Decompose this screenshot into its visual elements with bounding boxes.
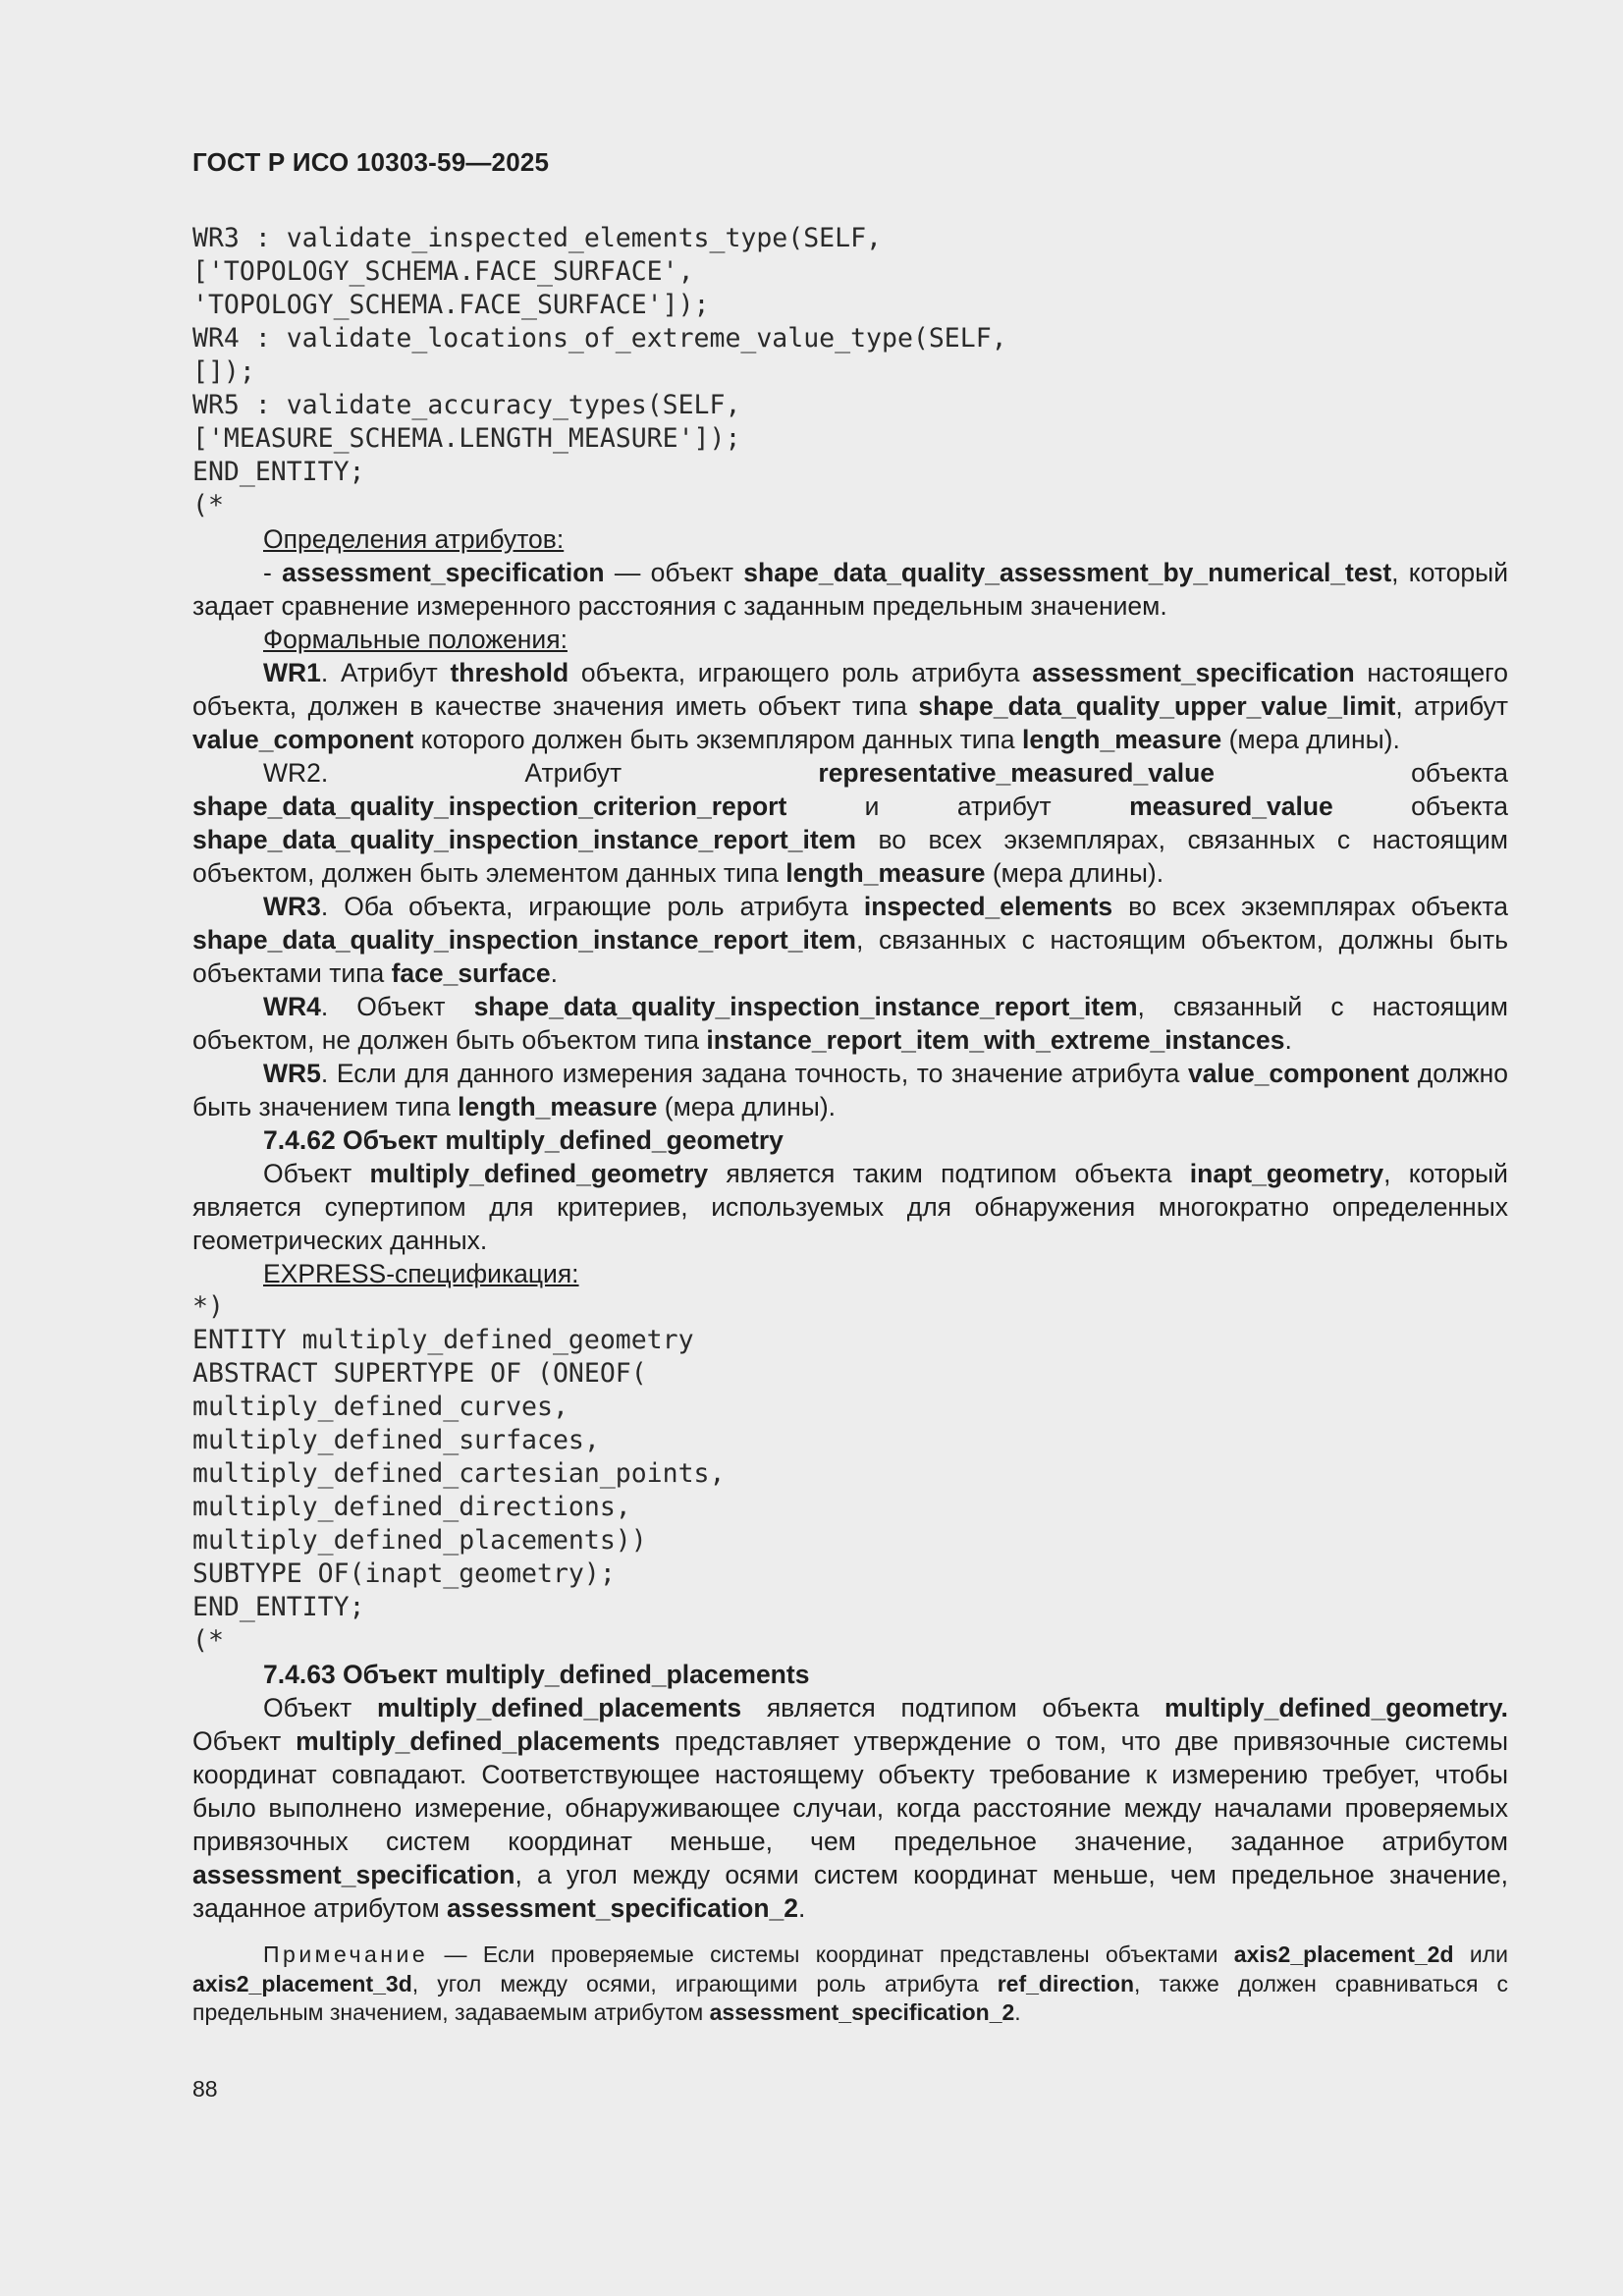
wr4-paragraph: WR4. Объект shape_data_quality_inspection_instance_report_item, связанный с настоящим объектом, не должен быть объектом типа instance_report_item_with_extreme_instances. bbox=[192, 992, 1509, 1055]
code-line: multiply_defined_directions, bbox=[192, 1492, 631, 1522]
attribute-definition: - assessment_specification — объект shape_data_quality_assessment_by_numerical_test, который задает сравнение измеренного расстояния с заданным предельным значением. bbox=[192, 558, 1509, 621]
attributes-heading: Определения атрибутов: bbox=[263, 524, 565, 554]
document-body bbox=[192, 222, 1508, 2028]
wr5-paragraph: WR5. Если для данного измерения задана точность, то значение атрибута value_component должно быть значением типа length_measure (мера длины). bbox=[192, 1059, 1509, 1121]
code-line: END_ENTITY; bbox=[192, 457, 365, 487]
code-line: ENTITY multiply_defined_geometry bbox=[192, 1325, 694, 1355]
express-spec-heading: EXPRESS-спецификация: bbox=[263, 1259, 579, 1288]
code-block-wr bbox=[192, 222, 1508, 522]
code-line: multiply_defined_curves, bbox=[192, 1392, 568, 1422]
code-line: WR5 : validate_accuracy_types(SELF, bbox=[192, 390, 741, 420]
code-line: 'TOPOLOGY_SCHEMA.FACE_SURFACE']); bbox=[192, 290, 710, 320]
note-paragraph: Примечание — Если проверяемые системы координат представлены объектами axis2_placement_2d или axis2_placement_3d, угол между осями, играющими роль атрибута ref_direction, также должен сравниваться с предельным значением, задаваемым атрибутом assessment_specification_2. bbox=[192, 1941, 1508, 2025]
section-heading-7-4-62: 7.4.62 Объект multiply_defined_geometry bbox=[263, 1125, 784, 1155]
wr1-paragraph: WR1. Атрибут threshold объекта, играющего роль атрибута assessment_specification настоящего объекта, должен в качестве значения иметь объект типа shape_data_quality_upper_value_limit, атрибут value_component которого должен быть экземпляром данных типа length_measure (мера длины). bbox=[192, 658, 1508, 754]
section-7-4-62-paragraph: Объект multiply_defined_geometry является таким подтипом объекта inapt_geometry, который является супертипом для критериев, используемых для обнаружения многократно определенных геометрических данных. bbox=[192, 1159, 1508, 1255]
formal-propositions-heading: Формальные положения: bbox=[263, 625, 568, 654]
code-line: []); bbox=[192, 356, 255, 387]
code-line: END_ENTITY; bbox=[192, 1592, 365, 1622]
code-line: *) bbox=[192, 1291, 224, 1322]
wr2-paragraph: WR2. Атрибут representative_measured_value объекта shape_data_quality_inspection_criterion_report и атрибут measured_value объекта shape_data_quality_inspection_instance_report_item во всех экземплярах, связанных с настоящим объектом, должен быть элементом данных типа length_measure (мера длины). bbox=[192, 758, 1508, 888]
section-7-4-63-paragraph: Объект multiply_defined_placements является подтипом объекта multiply_defined_geometry. Объект multiply_defined_placements представляет утверждение о том, что две привязочные системы координат совпадают. Соответствующее настоящему объекту требование к измерению требует, чтобы было выполнено измерение, обнаруживающее случаи, когда расстояние между началами проверяемых привязочных систем координат меньше, чем предельное значение, заданное атрибутом assessment_specification, а угол между осями систем координат меньше, чем предельное значение, заданное атрибутом assessment_specification_2. bbox=[192, 1693, 1509, 1923]
code-line: ['MEASURE_SCHEMA.LENGTH_MEASURE']); bbox=[192, 423, 741, 454]
code-line: ABSTRACT SUPERTYPE OF (ONEOF( bbox=[192, 1358, 647, 1389]
code-line: multiply_defined_surfaces, bbox=[192, 1425, 600, 1455]
code-line: WR4 : validate_locations_of_extreme_value_type(SELF, bbox=[192, 323, 1007, 354]
code-line: multiply_defined_cartesian_points, bbox=[192, 1458, 726, 1489]
code-line: WR3 : validate_inspected_elements_type(SELF, bbox=[192, 223, 882, 253]
code-line: ['TOPOLOGY_SCHEMA.FACE_SURFACE', bbox=[192, 256, 694, 287]
section-heading-7-4-63: 7.4.63 Объект multiply_defined_placements bbox=[263, 1660, 810, 1689]
code-block-entity bbox=[192, 1290, 1508, 1658]
code-line: (* bbox=[192, 490, 224, 520]
wr3-paragraph: WR3. Оба объекта, играющие роль атрибута inspected_elements во всех экземплярах объекта shape_data_quality_inspection_instance_report_item, связанных с настоящим объектом, должны быть объектами типа face_surface. bbox=[192, 892, 1508, 988]
page-number: 88 bbox=[192, 2076, 218, 2102]
note-label: Примечание bbox=[263, 1941, 429, 1967]
code-line: (* bbox=[192, 1625, 224, 1656]
code-line: SUBTYPE OF(inapt_geometry); bbox=[192, 1558, 616, 1589]
code-line: multiply_defined_placements)) bbox=[192, 1525, 647, 1556]
document-header: ГОСТ Р ИСО 10303-59—2025 bbox=[192, 147, 550, 177]
